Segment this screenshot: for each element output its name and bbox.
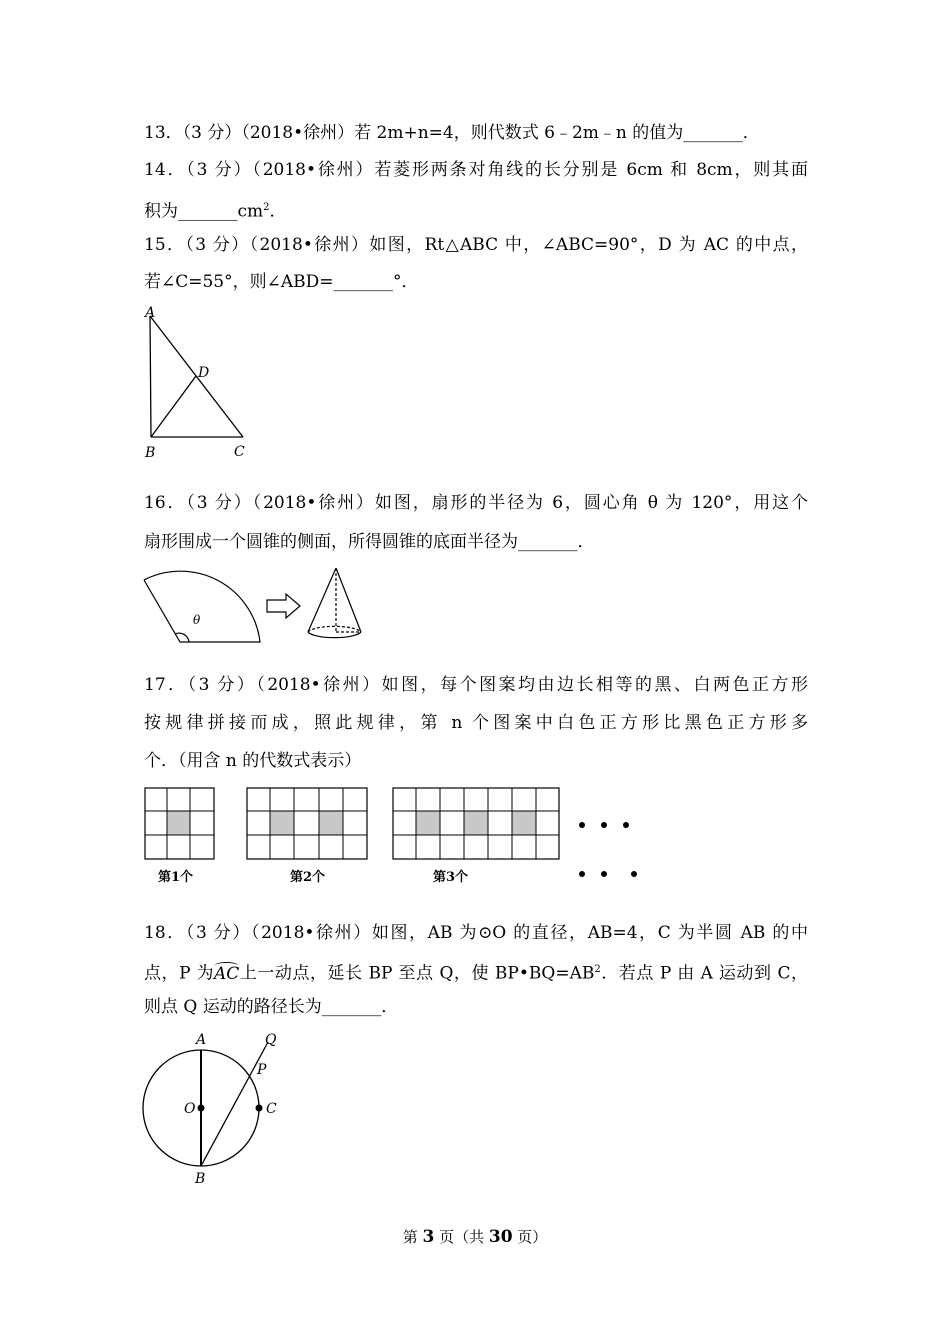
black-square	[270, 811, 294, 835]
q14-text-1: 14．（3 分）（2018•徐州）若菱形两条对角线的长分别是 6cm 和 8cm，则其面	[144, 160, 808, 180]
footer-page: 3	[422, 1227, 435, 1247]
q16-text-2: 扇形围成一个圆锥的侧面，所得圆锥的底面半径为_______．	[144, 532, 595, 552]
q17-text-3: 个．（用含 n 的代数式表示）	[144, 751, 362, 771]
cone-base-front	[308, 632, 361, 638]
segment-bd	[151, 376, 196, 437]
q18-text-2a: 点，P 为	[144, 963, 214, 984]
question-14-line-1	[144, 158, 808, 182]
q18-text-1: 18．（3 分）（2018•徐州）如图，AB 为⊙O 的直径，AB=4，C 为半圆 AB 的中	[144, 923, 808, 943]
label-p: P	[257, 1062, 267, 1078]
pattern-3	[393, 788, 559, 859]
question-17-line-1	[144, 673, 808, 697]
label-a: A	[196, 1032, 207, 1048]
arc-ac: AC	[214, 963, 240, 984]
question-17-line-3	[144, 749, 808, 773]
label-q: Q	[265, 1032, 277, 1048]
black-square	[512, 811, 536, 835]
q18-text-2b: 上一动点，延长 BP 至点 Q，使 BP•BQ=AB	[239, 963, 595, 984]
question-18-line-3	[144, 995, 808, 1019]
caption-2: 第2个	[290, 870, 326, 885]
label-a: A	[145, 305, 156, 321]
q15-text-2: 若∠C=55°，则∠ABD=_______°．	[144, 272, 419, 292]
sector-shape	[144, 571, 260, 642]
question-15-line-1	[144, 233, 808, 257]
triangle-figure	[140, 304, 260, 464]
q14-text-2: 积为_______cm	[144, 201, 264, 222]
q14-sup: 2	[263, 202, 270, 213]
cone-side-left	[308, 568, 336, 632]
question-18-line-2	[144, 958, 808, 986]
q13-text: 13．（3 分）（2018•徐州）若 2m+n=4，则代数式 6﹣2m﹣n 的值为_______．	[144, 123, 760, 143]
pattern-2	[247, 788, 367, 859]
label-o: O	[184, 1101, 196, 1117]
q18-text-2c: ．若点 P 由 A 运动到 C，	[600, 963, 808, 984]
pattern-figure	[140, 780, 650, 890]
question-13	[144, 121, 808, 145]
q17-text-2: 按规律拼接而成，照此规律，第 n 个图案中白色正方形比黑色正方形多	[144, 713, 808, 733]
theta-label: θ	[193, 613, 201, 627]
label-b: B	[145, 445, 156, 461]
question-18-line-1	[144, 921, 808, 945]
cone-base-back	[308, 626, 361, 632]
black-square	[416, 811, 440, 835]
caption-1: 第1个	[158, 870, 194, 885]
point-c	[256, 1105, 263, 1112]
footer-post: 页）	[512, 1228, 548, 1246]
q14-tail: ．	[269, 201, 287, 222]
ellipsis-dots	[579, 822, 637, 877]
q15-text-1: 15．（3 分）（2018•徐州）如图，Rt△ABC 中，∠ABC=90°，D 为 AC 的中点，	[144, 235, 808, 255]
footer-mid: 页（共	[434, 1228, 489, 1246]
sector-cone-figure	[140, 562, 370, 652]
caption-3: 第3个	[433, 870, 469, 885]
arrow-icon	[267, 594, 300, 618]
q18-sup: 2	[594, 964, 601, 975]
question-16-line-1	[144, 491, 808, 515]
question-14-line-2	[144, 196, 808, 224]
question-17-line-2	[144, 711, 808, 735]
segment-ab	[150, 316, 151, 437]
q17-text-1: 17．（3 分）（2018•徐州）如图，每个图案均由边长相等的黑、白两色正方形	[144, 675, 808, 695]
label-b: B	[195, 1171, 206, 1187]
black-square	[464, 811, 488, 835]
black-square	[167, 811, 190, 835]
question-16-line-2	[144, 530, 808, 554]
center-point	[198, 1105, 205, 1112]
pattern-1	[145, 788, 214, 859]
label-c: C	[234, 444, 245, 460]
black-square	[319, 811, 343, 835]
q18-text-3: 则点 Q 运动的路径长为_______．	[144, 997, 399, 1017]
label-d: D	[198, 365, 210, 381]
circle-figure	[138, 1028, 298, 1188]
footer-pre: 第	[402, 1228, 423, 1246]
q16-text-1: 16．（3 分）（2018•徐州）如图，扇形的半径为 6，圆心角 θ 为 120°，用这个	[144, 493, 808, 513]
label-c: C	[266, 1101, 277, 1117]
footer-total: 30	[488, 1227, 513, 1247]
question-15-line-2	[144, 270, 808, 294]
page-footer	[0, 1227, 950, 1247]
cone-side-right	[336, 568, 361, 632]
